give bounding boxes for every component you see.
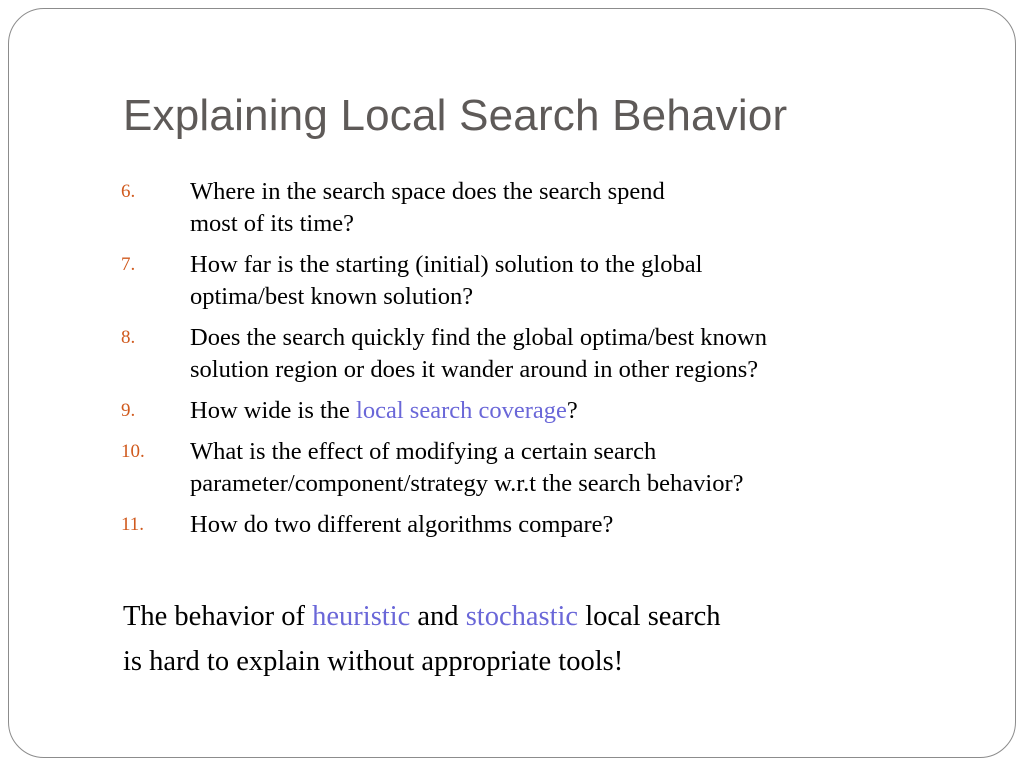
item-number: 10. (121, 441, 145, 462)
item-line: most of its time? (190, 210, 354, 237)
slide-title: Explaining Local Search Behavior (123, 91, 788, 140)
closing-suffix: local search (578, 601, 721, 632)
item-line: optima/best known solution? (190, 283, 474, 310)
item-line: How do two different algorithms compare? (190, 511, 614, 538)
slide-frame (8, 8, 1016, 758)
item-text (190, 509, 921, 541)
item-text (190, 249, 921, 313)
closing-line-2: is hard to explain without appropriate tools! (123, 646, 624, 677)
item-prefix: How wide is the (190, 397, 357, 424)
item-line: parameter/component/strategy w.r.t the search behavior? (190, 470, 744, 497)
highlight-heuristic: heuristic (312, 601, 411, 632)
list-item (121, 509, 921, 541)
item-line (190, 395, 921, 427)
item-text (190, 436, 921, 500)
closing-prefix: The behavior of (123, 601, 313, 632)
item-line: Does the search quickly find the global optima/best known (190, 324, 767, 351)
closing-statement (123, 594, 721, 684)
closing-line-1 (123, 594, 721, 639)
item-text (190, 322, 921, 386)
highlight-local-search-coverage: local search coverage (356, 397, 567, 424)
item-line: Where in the search space does the search spend (190, 178, 665, 205)
item-number: 9. (121, 400, 136, 421)
item-number: 11. (121, 514, 145, 535)
closing-middle: and (410, 601, 466, 632)
item-number: 6. (121, 181, 136, 202)
item-line: What is the effect of modifying a certain search (190, 438, 657, 465)
item-suffix: ? (566, 397, 578, 424)
item-text (190, 395, 921, 427)
item-number: 7. (121, 254, 136, 275)
list-item (121, 176, 921, 240)
list-item (121, 395, 921, 427)
question-list (121, 176, 921, 550)
highlight-stochastic: stochastic (465, 601, 579, 632)
list-item (121, 249, 921, 313)
list-item (121, 436, 921, 500)
item-text (190, 176, 921, 240)
item-number: 8. (121, 327, 136, 348)
item-line: solution region or does it wander around in other regions? (190, 356, 759, 383)
list-item (121, 322, 921, 386)
item-line: How far is the starting (initial) solution to the global (190, 251, 703, 278)
